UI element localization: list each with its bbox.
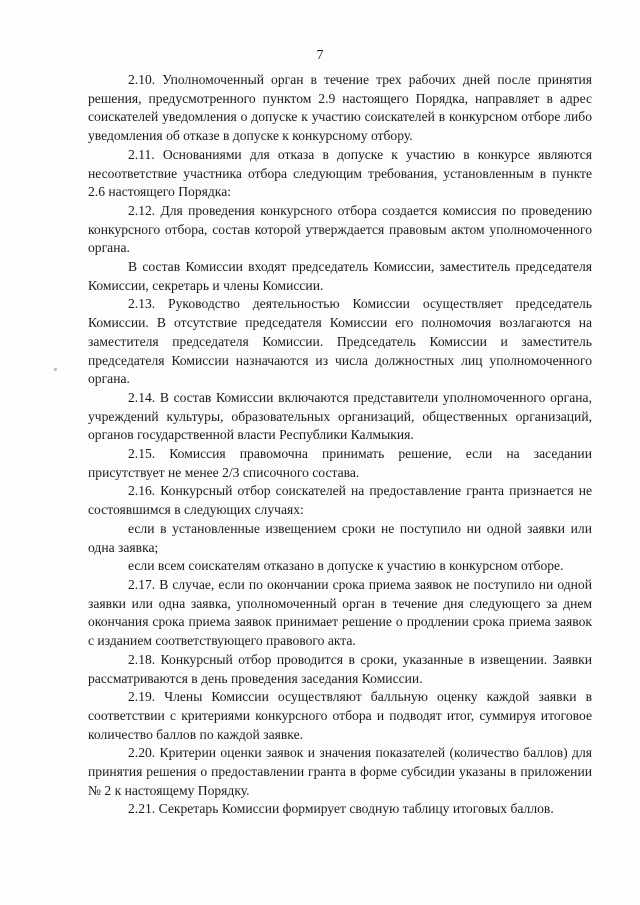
paragraph-2-15: 2.15. Комиссия правомочна принимать решение, если на заседании присутствует не менее 2/3 списочного состава. — [88, 446, 592, 480]
paragraph-2-13: 2.13. Руководство деятельностью Комиссии осуществляет председатель Комиссии. В отсутствие председателя Комиссии его полномочия возлагаются на заместителя председателя Комиссии. Председатель Комиссии и заместитель председателя Комиссии назначаются из числа должностных лиц уполномоченного органа. — [88, 296, 592, 387]
margin-mark — [54, 368, 57, 371]
paragraph-case-all-refused: если всем соискателям отказано в допуске к участию в конкурсном отборе. — [128, 558, 564, 574]
paragraph-2-16: 2.16. Конкурсный отбор соискателей на предоставление гранта признается не состоявшимся в следующих случаях: — [88, 483, 592, 518]
paragraph-2-19: 2.19. Члены Комиссии осуществляют балльную оценку каждой заявки в соответствии с критериями конкурсного отбора и подводят итог, суммируя итоговое количество баллов по каждой заявке. — [88, 689, 592, 742]
paragraph-2-11: 2.11. Основаниями для отказа в допуске к участию в конкурсе являются несоответствие участника отбора следующим требования, установленным в пункте 2.6 настоящего Порядка: — [88, 146, 592, 200]
paragraph-2-21: 2.21. Секретарь Комиссии формирует сводную таблицу итоговых баллов. — [128, 801, 554, 817]
document-body — [88, 71, 592, 819]
paragraph-case-no-applications: если в установленные извещением сроки не поступило ни одной заявки или одна заявка; — [88, 520, 592, 555]
paragraph-2-10: 2.10. Уполномоченный орган в течение трех рабочих дней после принятия решения, предусмотренного пунктом 2.9 настоящего Порядка, направляет в адрес соискателей уведомления о допуске к участию соискателей в конкурсном отборе либо уведомления об отказе в допуске к конкурсному отбору. — [88, 72, 592, 144]
page-number: 7 — [316, 48, 324, 63]
paragraph-2-20: 2.20. Критерии оценки заявок и значения показателей (количество баллов) для принятия решения о предоставлении гранта в форме субсидии указаны в приложении № 2 к настоящему Порядку. — [88, 745, 592, 798]
paragraph-commission-composition: В состав Комиссии входят председатель Комиссии, заместитель председателя Комиссии, секретарь и члены Комиссии. — [88, 259, 592, 293]
paragraph-2-12: 2.12. Для проведения конкурсного отбора создается комиссия по проведению конкурсного отбора, состав которой утверждается правовым актом уполномоченного органа. — [88, 202, 592, 256]
paragraph-2-17: 2.17. В случае, если по окончании срока приема заявок не поступило ни одной заявки или одна заявка, уполномоченный орган в течение дня следующего за днем окончания срока приема заявок принимает решение о продлении срока приема заявок с изданием соответствующего правового акта. — [88, 576, 592, 649]
paragraph-2-14: 2.14. В состав Комиссии включаются представители уполномоченного органа, учреждений культуры, образовательных организаций, общественных организаций, органов государственной власти Республики Калмыкия. — [88, 389, 592, 443]
paragraph-2-18: 2.18. Конкурсный отбор проводится в сроки, указанные в извещении. Заявки рассматриваются в день проведения заседания Комиссии. — [88, 651, 592, 686]
